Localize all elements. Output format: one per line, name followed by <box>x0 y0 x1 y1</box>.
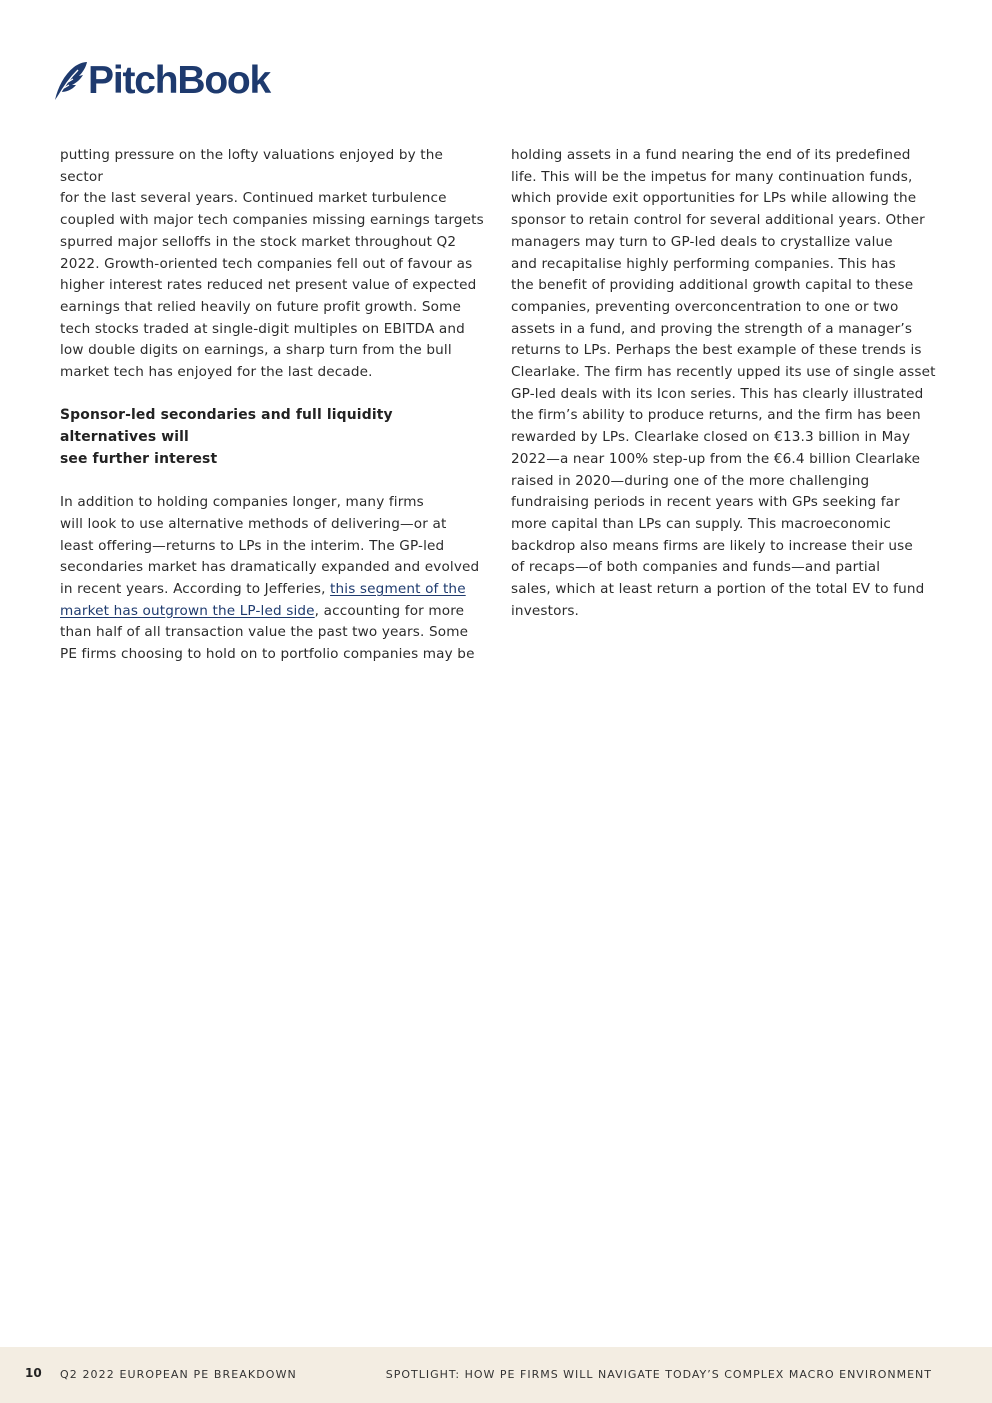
feather-logo-icon <box>52 61 88 101</box>
left-paragraph-2 <box>60 492 488 666</box>
left-paragraph-2-start: In addition to holding companies longer, many firms will look to use alternative methods of delivering—or at least offering—returns to LPs in the interim. The GP-led secondaries market has dramatically expanded and evolved in recent years. According to Jefferies, <box>60 494 480 598</box>
right-paragraph-1: holding assets in a fund nearing the end of its predefined life. This will be the impetus for many continuation funds, which provide exit opportunities for LPs while allowing the sponsor to retain control for several additional years. Other managers may turn to GP-led deals to crystallize value and recapitalise highly performing companies. This has the benefit of providing additional growth capital to these companies, preventing overconcentration to one or two assets in a fund, and proving the strength of a manager’s returns to LPs. Perhaps the best example of these trends is Clearlake. The firm has recently upped its use of single asset GP-led deals with its Icon series. This has clearly illustrated the firm’s ability to produce returns, and the firm has been rewarded by LPs. Clearlake closed on €13.3 billion in May 2022—a near 100% step-up from the €6.4 billion Clearlake raised in 2020—during one of the more challenging fundraising periods in recent years with GPs seeking far more capital than LPs can supply. This macroeconomic backdrop also means firms are likely to increase their use of recaps—of both companies and funds—and partial sales, which at least return a portion of the total EV to fund investors. <box>511 147 936 619</box>
left-column <box>60 145 488 666</box>
left-paragraph-1: putting pressure on the lofty valuations enjoyed by the sector for the last several years. Continued market turbulence coupled with major tech companies missing earnings targets spurred major selloffs in the stock market throughout Q2 2022. Growth-oriented tech companies fell out of favour as higher interest rates reduced net present value of expected earnings that relied heavily on future profit growth. Some tech stocks traded at single-digit multiples on EBITDA and low double digits on earnings, a sharp turn from the bull market tech has enjoyed for the last decade. <box>60 147 484 381</box>
pitchbook-logo <box>52 60 270 102</box>
jefferies-source-link[interactable]: this segment of the market has outgrown the LP-led side <box>60 581 466 619</box>
report-title: Q2 2022 EUROPEAN PE BREAKDOWN <box>60 1368 297 1381</box>
right-column <box>511 145 943 622</box>
page-number: 10 <box>25 1366 42 1380</box>
page-footer <box>0 1347 992 1403</box>
left-paragraph-2-end: , accounting for more than half of all transaction value the past two years. Some PE firms choosing to hold on to portfolio companies may be <box>60 602 475 663</box>
section-title: SPOTLIGHT: HOW PE FIRMS WILL NAVIGATE TODAY’S COMPLEX MACRO ENVIRONMENT <box>385 1368 932 1381</box>
brand-name: PitchBook <box>88 59 271 102</box>
section-heading: Sponsor-led secondaries and full liquidity alternatives will see further interest <box>60 407 393 467</box>
